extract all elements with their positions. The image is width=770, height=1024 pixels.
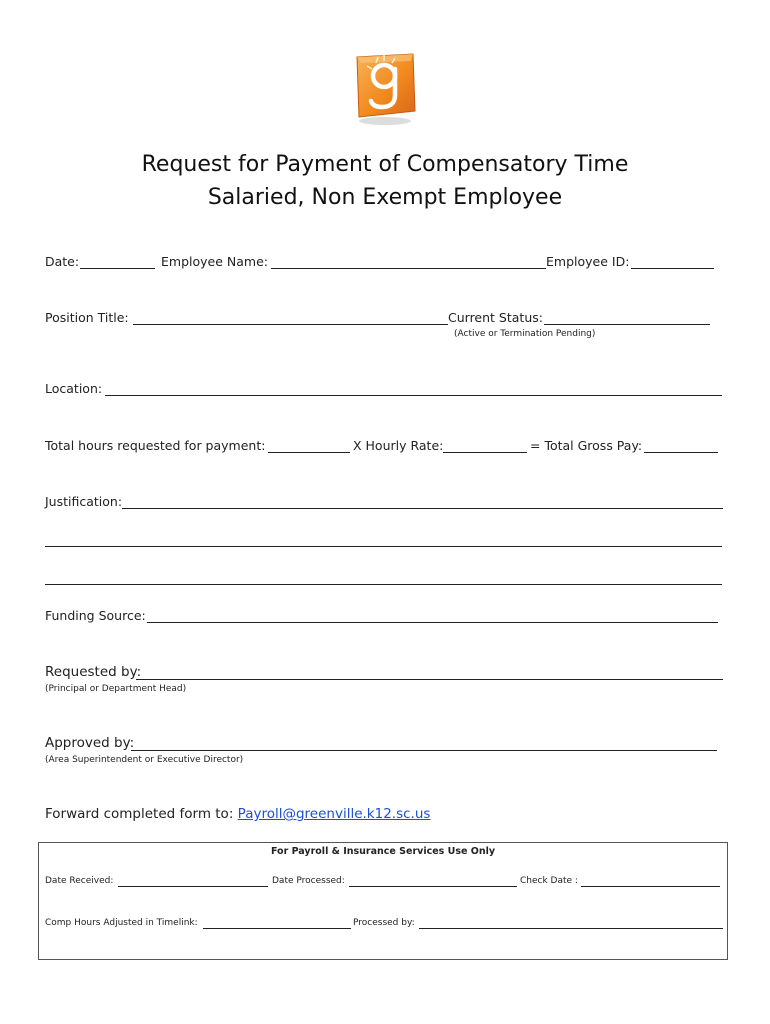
comp-hours-field[interactable] xyxy=(203,928,351,929)
hourly-rate-field[interactable] xyxy=(443,452,527,453)
justification-field-line3[interactable] xyxy=(45,584,722,585)
form-title-line1: Request for Payment of Compensatory Time xyxy=(141,152,629,177)
comp-hours-label: Comp Hours Adjusted in Timelink: xyxy=(45,918,198,928)
forward-line xyxy=(45,806,430,822)
date-received-field[interactable] xyxy=(118,886,268,887)
employee-name-field[interactable] xyxy=(271,268,546,269)
funding-source-label: Funding Source: xyxy=(45,608,146,623)
date-processed-field[interactable] xyxy=(349,886,517,887)
total-hours-field[interactable] xyxy=(268,452,350,453)
position-title-label: Position Title: xyxy=(45,310,129,325)
employee-id-label: Employee ID: xyxy=(546,254,630,269)
date-field[interactable] xyxy=(80,268,155,269)
current-status-label: Current Status: xyxy=(448,310,543,325)
check-date-field[interactable] xyxy=(581,886,720,887)
location-label: Location: xyxy=(45,381,103,396)
justification-field-line2[interactable] xyxy=(45,546,722,547)
requested-by-field[interactable] xyxy=(136,679,723,680)
position-title-field[interactable] xyxy=(133,324,448,325)
current-status-note: (Active or Termination Pending) xyxy=(454,329,596,339)
date-label: Date: xyxy=(45,254,80,269)
total-gross-pay-label: = Total Gross Pay: xyxy=(530,438,643,453)
total-hours-label: Total hours requested for payment: xyxy=(45,438,266,453)
current-status-field[interactable] xyxy=(544,324,710,325)
requested-by-label: Requested by: xyxy=(45,664,142,680)
approved-by-field[interactable] xyxy=(131,750,717,751)
form-title-line2: Salaried, Non Exempt Employee xyxy=(207,185,563,210)
approved-by-note: (Area Superintendent or Executive Director) xyxy=(45,755,244,765)
payroll-box-title: For Payroll & Insurance Services Use Only xyxy=(270,846,496,857)
employee-id-field[interactable] xyxy=(631,268,714,269)
date-received-label: Date Received: xyxy=(45,876,114,886)
date-processed-label: Date Processed: xyxy=(272,876,345,886)
requested-by-note: (Principal or Department Head) xyxy=(45,684,187,694)
location-field[interactable] xyxy=(105,395,722,396)
check-date-label: Check Date : xyxy=(520,876,578,886)
payroll-use-only-box xyxy=(38,842,728,960)
payroll-email-link[interactable]: Payroll@greenville.k12.sc.us xyxy=(237,806,431,822)
total-gross-pay-field[interactable] xyxy=(644,452,718,453)
logo-g-icon xyxy=(351,51,419,127)
approved-by-label: Approved by: xyxy=(45,735,135,751)
justification-field-line1[interactable] xyxy=(122,508,723,509)
hourly-rate-label: X Hourly Rate: xyxy=(353,438,444,453)
forward-text: Forward completed form to: xyxy=(45,806,234,822)
justification-label: Justification: xyxy=(45,494,123,509)
processed-by-label: Processed by: xyxy=(353,918,415,928)
funding-source-field[interactable] xyxy=(147,622,718,623)
processed-by-field[interactable] xyxy=(419,928,723,929)
district-logo xyxy=(351,51,419,127)
employee-name-label: Employee Name: xyxy=(161,254,268,269)
